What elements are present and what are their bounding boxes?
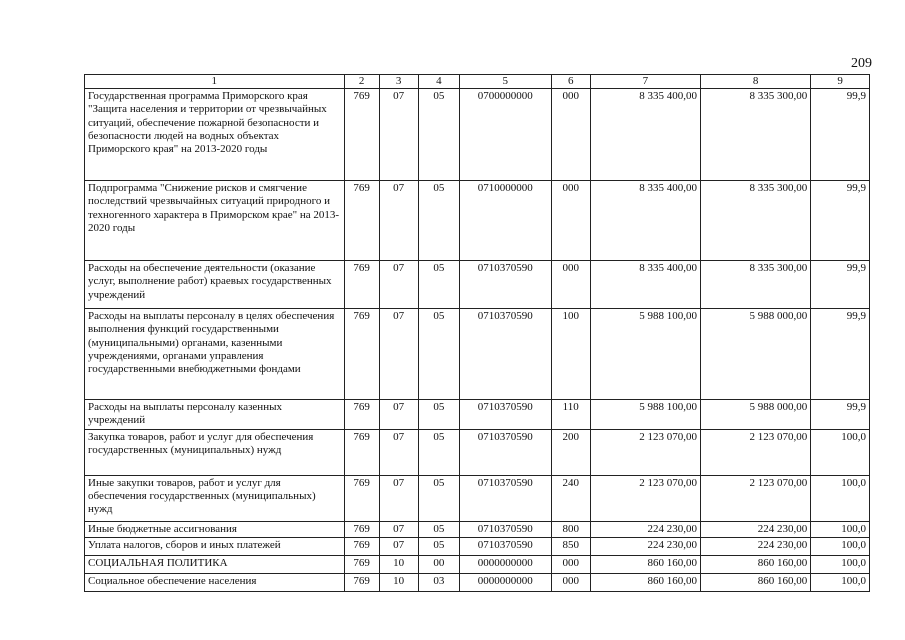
code-3-cell: 07 <box>379 537 418 555</box>
code-2-cell: 769 <box>344 181 379 261</box>
code-3-cell: 10 <box>379 555 418 573</box>
code-3-cell: 07 <box>379 521 418 537</box>
row-name-cell: Социальное обеспечение населения <box>85 573 345 591</box>
column-header: 8 <box>700 75 810 89</box>
amount-7-cell: 5 988 100,00 <box>590 309 700 400</box>
amount-8-cell: 8 335 300,00 <box>700 89 810 181</box>
code-6-cell: 850 <box>551 537 590 555</box>
percent-9-cell: 100,0 <box>811 521 870 537</box>
percent-9-cell: 99,9 <box>811 89 870 181</box>
column-header: 2 <box>344 75 379 89</box>
table-row <box>85 475 870 521</box>
amount-7-cell: 224 230,00 <box>590 537 700 555</box>
percent-9-cell: 100,0 <box>811 555 870 573</box>
code-6-cell: 000 <box>551 261 590 309</box>
code-4-cell: 05 <box>418 475 459 521</box>
code-4-cell: 05 <box>418 89 459 181</box>
percent-9-cell: 100,0 <box>811 537 870 555</box>
code-4-cell: 05 <box>418 400 459 429</box>
code-5-cell: 0710000000 <box>459 181 551 261</box>
percent-9-cell: 99,9 <box>811 261 870 309</box>
code-3-cell: 07 <box>379 400 418 429</box>
code-5-cell: 0710370590 <box>459 309 551 400</box>
code-5-cell: 0710370590 <box>459 521 551 537</box>
amount-7-cell: 860 160,00 <box>590 555 700 573</box>
code-4-cell: 03 <box>418 573 459 591</box>
row-name-cell: Закупка товаров, работ и услуг для обеспечения государственных (муниципальных) нужд <box>85 429 345 475</box>
code-2-cell: 769 <box>344 555 379 573</box>
code-6-cell: 800 <box>551 521 590 537</box>
row-name-cell: Государственная программа Приморского края "Защита населения и территории от чрезвычайных ситуаций, обеспечение пожарной безопасности и безопасности людей на водных объектах Приморского края" на 2013-2020 годы <box>85 89 345 181</box>
code-3-cell: 07 <box>379 309 418 400</box>
column-header: 5 <box>459 75 551 89</box>
amount-8-cell: 224 230,00 <box>700 537 810 555</box>
row-name-cell: Расходы на выплаты персоналу казенных учреждений <box>85 400 345 429</box>
table-row <box>85 261 870 309</box>
column-header: 1 <box>85 75 345 89</box>
amount-8-cell: 860 160,00 <box>700 555 810 573</box>
column-header: 9 <box>811 75 870 89</box>
percent-9-cell: 100,0 <box>811 429 870 475</box>
amount-8-cell: 2 123 070,00 <box>700 475 810 521</box>
table-row <box>85 429 870 475</box>
code-5-cell: 0710370590 <box>459 537 551 555</box>
code-4-cell: 05 <box>418 521 459 537</box>
code-4-cell: 05 <box>418 537 459 555</box>
table-row <box>85 89 870 181</box>
code-6-cell: 000 <box>551 89 590 181</box>
code-3-cell: 07 <box>379 429 418 475</box>
table-row <box>85 555 870 573</box>
percent-9-cell: 99,9 <box>811 181 870 261</box>
code-3-cell: 07 <box>379 89 418 181</box>
code-2-cell: 769 <box>344 89 379 181</box>
percent-9-cell: 99,9 <box>811 400 870 429</box>
amount-7-cell: 5 988 100,00 <box>590 400 700 429</box>
percent-9-cell: 99,9 <box>811 309 870 400</box>
amount-8-cell: 860 160,00 <box>700 573 810 591</box>
column-number-row <box>85 75 870 89</box>
row-name-cell: Иные бюджетные ассигнования <box>85 521 345 537</box>
code-2-cell: 769 <box>344 573 379 591</box>
code-3-cell: 07 <box>379 261 418 309</box>
code-5-cell: 0700000000 <box>459 89 551 181</box>
amount-8-cell: 8 335 300,00 <box>700 261 810 309</box>
column-header: 7 <box>590 75 700 89</box>
code-2-cell: 769 <box>344 537 379 555</box>
code-4-cell: 05 <box>418 429 459 475</box>
code-2-cell: 769 <box>344 400 379 429</box>
amount-7-cell: 2 123 070,00 <box>590 475 700 521</box>
column-header: 3 <box>379 75 418 89</box>
table-row <box>85 573 870 591</box>
table-row <box>85 309 870 400</box>
code-3-cell: 10 <box>379 573 418 591</box>
code-3-cell: 07 <box>379 475 418 521</box>
code-4-cell: 05 <box>418 309 459 400</box>
amount-8-cell: 8 335 300,00 <box>700 181 810 261</box>
row-name-cell: Расходы на обеспечение деятельности (оказание услуг, выполнение работ) краевых государственных учреждений <box>85 261 345 309</box>
code-6-cell: 000 <box>551 555 590 573</box>
amount-8-cell: 5 988 000,00 <box>700 400 810 429</box>
code-5-cell: 0710370590 <box>459 261 551 309</box>
code-3-cell: 07 <box>379 181 418 261</box>
row-name-cell: Расходы на выплаты персоналу в целях обеспечения выполнения функций государственными (муниципальными) органами, казенными учреждениями, органами управления государственными внебюджетными фондами <box>85 309 345 400</box>
code-4-cell: 05 <box>418 181 459 261</box>
amount-7-cell: 8 335 400,00 <box>590 89 700 181</box>
amount-7-cell: 224 230,00 <box>590 521 700 537</box>
code-2-cell: 769 <box>344 521 379 537</box>
column-header: 4 <box>418 75 459 89</box>
percent-9-cell: 100,0 <box>811 475 870 521</box>
table-row <box>85 521 870 537</box>
code-4-cell: 00 <box>418 555 459 573</box>
code-5-cell: 0000000000 <box>459 555 551 573</box>
amount-8-cell: 5 988 000,00 <box>700 309 810 400</box>
code-6-cell: 110 <box>551 400 590 429</box>
table-row <box>85 181 870 261</box>
code-5-cell: 0710370590 <box>459 429 551 475</box>
code-6-cell: 100 <box>551 309 590 400</box>
amount-7-cell: 2 123 070,00 <box>590 429 700 475</box>
row-name-cell: Уплата налогов, сборов и иных платежей <box>85 537 345 555</box>
code-4-cell: 05 <box>418 261 459 309</box>
page-number: 209 <box>851 56 872 71</box>
code-6-cell: 200 <box>551 429 590 475</box>
code-2-cell: 769 <box>344 309 379 400</box>
table-body <box>85 89 870 592</box>
code-5-cell: 0710370590 <box>459 475 551 521</box>
column-header: 6 <box>551 75 590 89</box>
amount-8-cell: 2 123 070,00 <box>700 429 810 475</box>
amount-7-cell: 8 335 400,00 <box>590 261 700 309</box>
percent-9-cell: 100,0 <box>811 573 870 591</box>
code-6-cell: 240 <box>551 475 590 521</box>
table-row <box>85 537 870 555</box>
budget-table <box>84 74 870 592</box>
table-row <box>85 400 870 429</box>
code-5-cell: 0710370590 <box>459 400 551 429</box>
code-6-cell: 000 <box>551 573 590 591</box>
code-2-cell: 769 <box>344 475 379 521</box>
code-2-cell: 769 <box>344 261 379 309</box>
row-name-cell: СОЦИАЛЬНАЯ ПОЛИТИКА <box>85 555 345 573</box>
code-6-cell: 000 <box>551 181 590 261</box>
code-2-cell: 769 <box>344 429 379 475</box>
row-name-cell: Подпрограмма "Снижение рисков и смягчение последствий чрезвычайных ситуаций природного и техногенного характера в Приморском крае" на 2013-2020 годы <box>85 181 345 261</box>
amount-7-cell: 8 335 400,00 <box>590 181 700 261</box>
row-name-cell: Иные закупки товаров, работ и услуг для обеспечения государственных (муниципальных) нужд <box>85 475 345 521</box>
code-5-cell: 0000000000 <box>459 573 551 591</box>
amount-7-cell: 860 160,00 <box>590 573 700 591</box>
amount-8-cell: 224 230,00 <box>700 521 810 537</box>
